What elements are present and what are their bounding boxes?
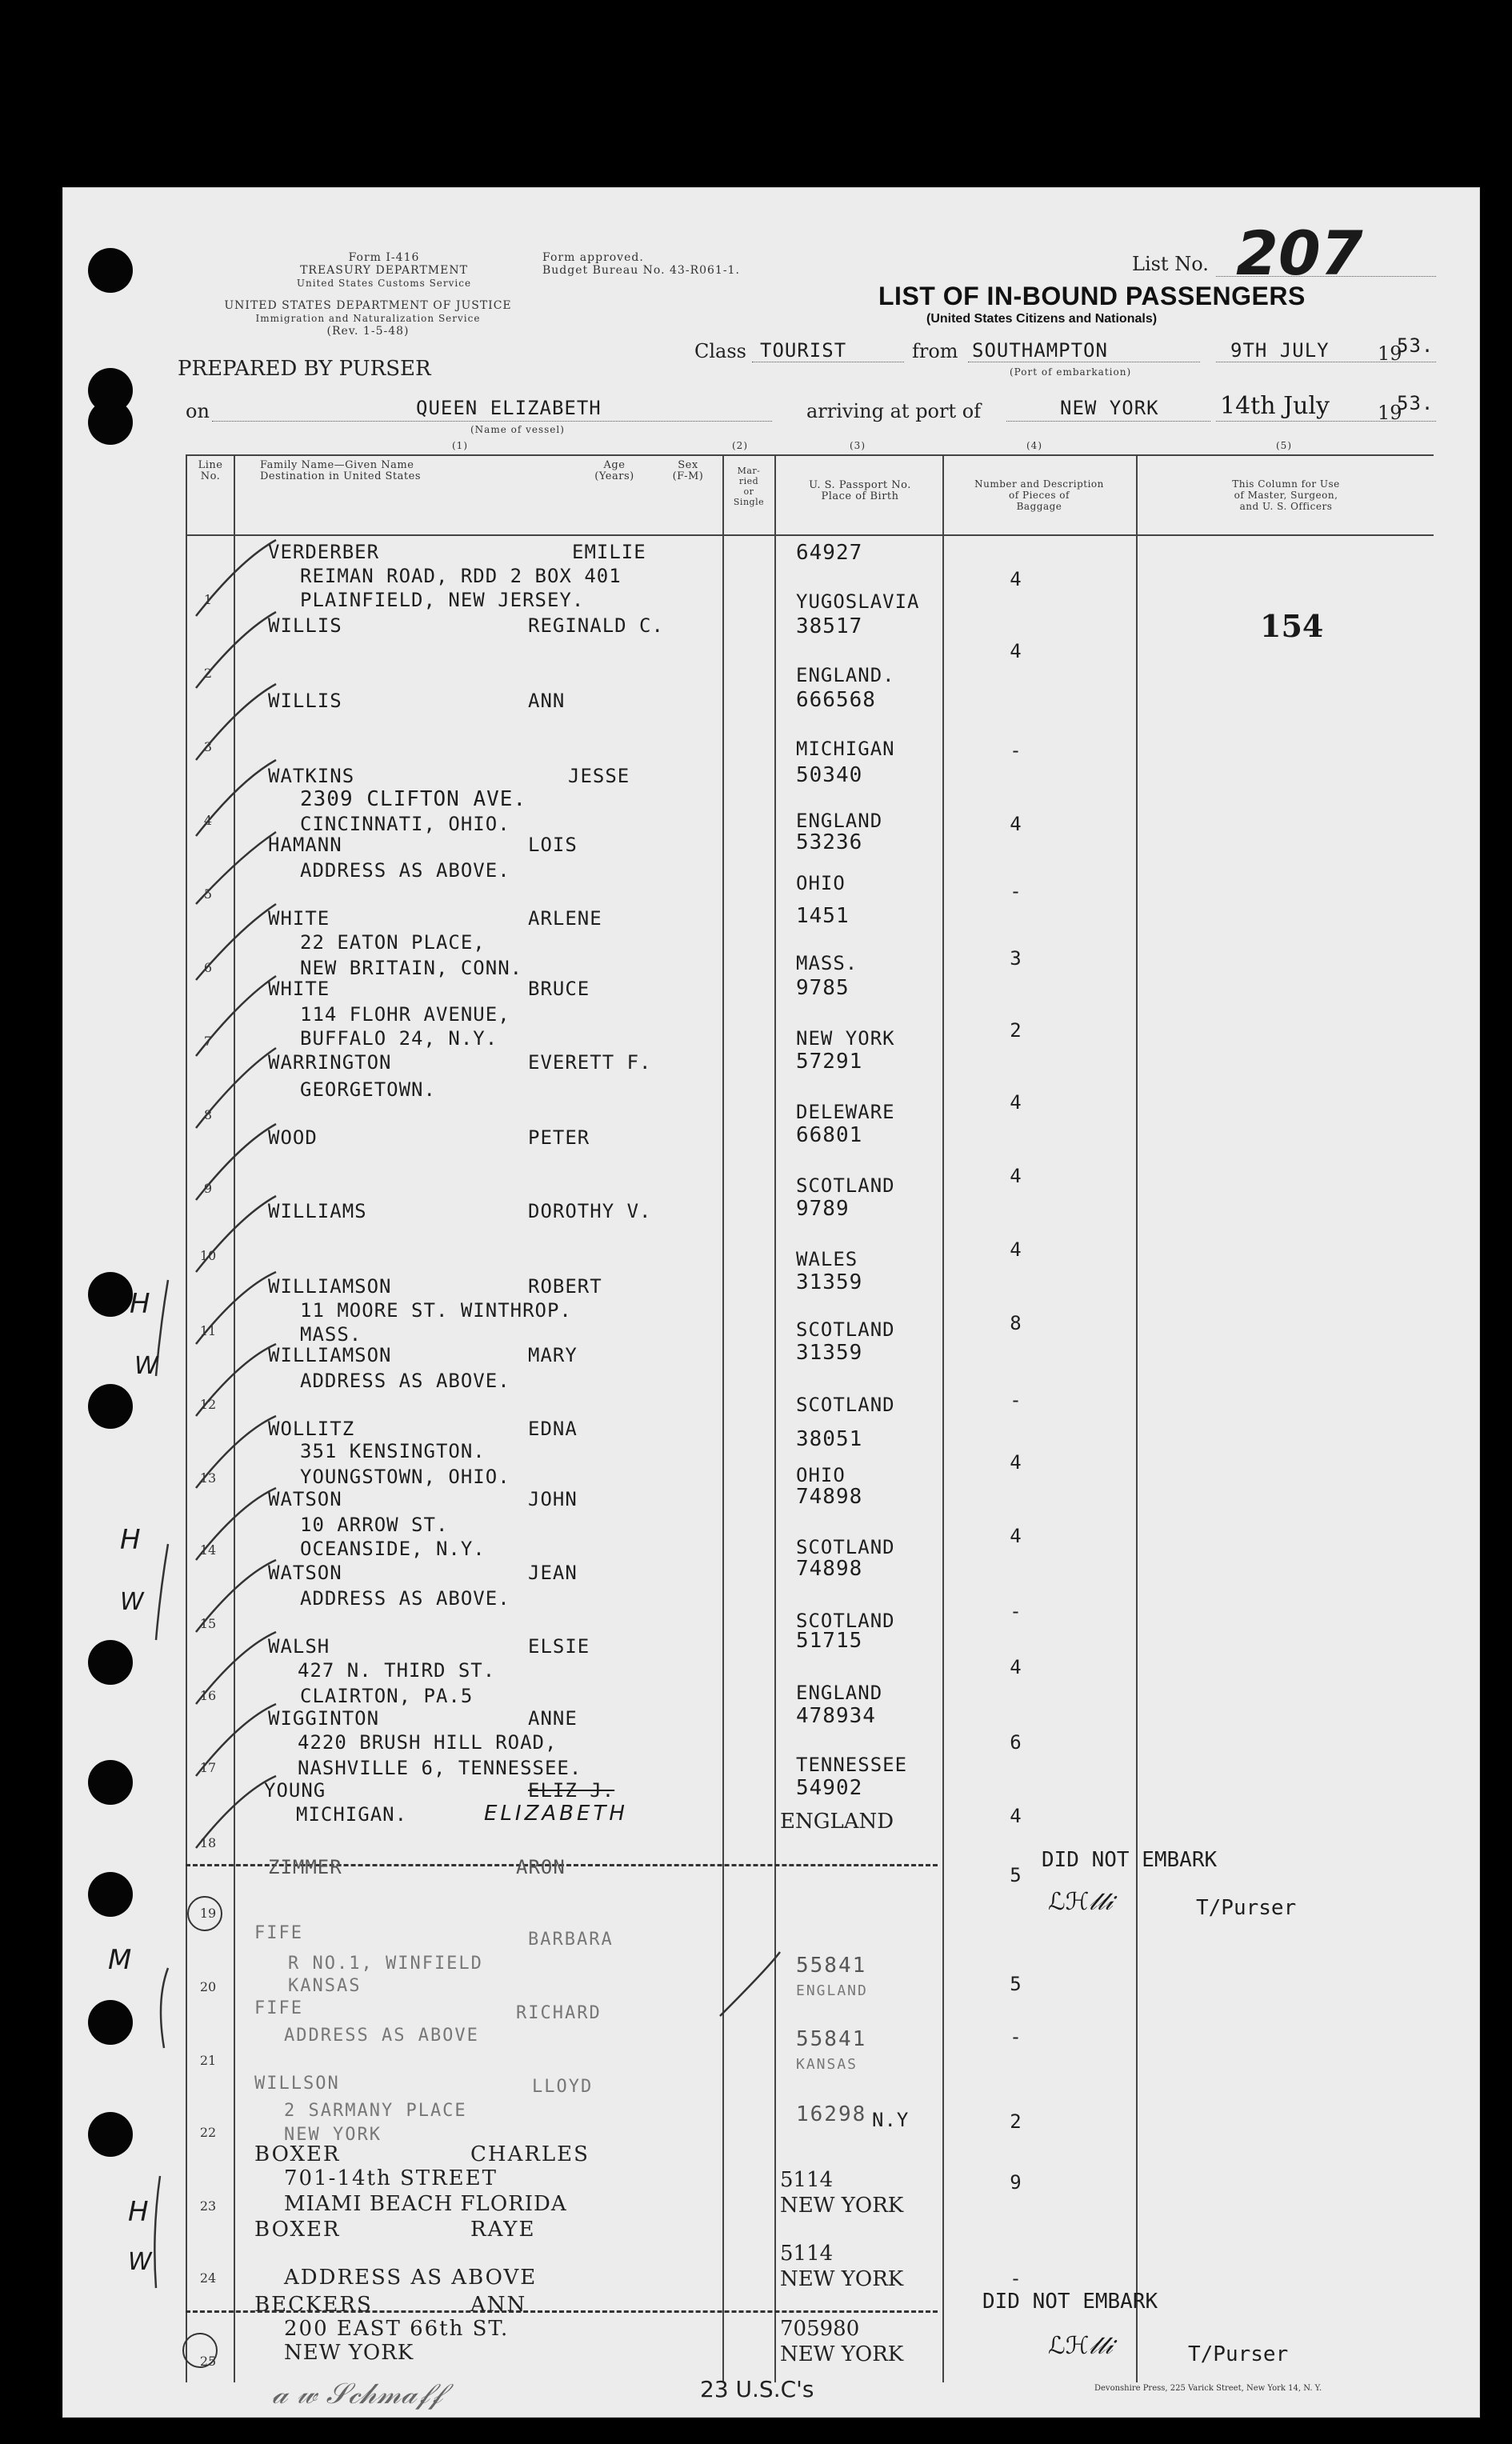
- footer-total: 23 U.S.C's: [700, 2376, 814, 2402]
- baggage-count: 4: [1010, 640, 1022, 662]
- list-no-label: List No.: [1132, 253, 1209, 275]
- baggage-count: 5: [1010, 1973, 1022, 1995]
- address-line: BUFFALO 24, N.Y.: [300, 1027, 498, 1050]
- place-of-birth: DELEWARE: [796, 1101, 895, 1123]
- line-number: 22: [199, 2125, 217, 2140]
- passport-no: 55841: [796, 2027, 867, 2051]
- address-line: NEW BRITAIN, CONN.: [300, 957, 523, 979]
- address-line: YOUNGSTOWN, OHIO.: [300, 1466, 510, 1488]
- baggage-count: -: [1010, 880, 1022, 902]
- class-label: Class: [694, 340, 746, 362]
- address-line: KANSAS: [288, 1976, 362, 1996]
- hdr-sex: Sex (F-M): [672, 459, 704, 482]
- line-number: 2: [203, 666, 213, 681]
- binder-hole: [88, 1640, 133, 1685]
- arrival-date: 14th July: [1220, 392, 1330, 420]
- place-of-birth: NEW YORK: [780, 2194, 904, 2218]
- given-name: LLOYD: [532, 2077, 594, 2097]
- port-underline: [1006, 421, 1210, 422]
- baggage-count: -: [1010, 1600, 1022, 1622]
- line-number: 18: [199, 1835, 217, 1850]
- year2-value: 53.: [1397, 392, 1434, 414]
- place-of-birth: ENGLAND.: [796, 664, 895, 686]
- address-line: MIAMI BEACH FLORIDA: [284, 2192, 567, 2216]
- given-name: JEAN: [528, 1562, 578, 1584]
- passport-no: 705980: [780, 2317, 860, 2341]
- col-rule: [186, 454, 187, 2382]
- baggage-count: -: [1010, 2026, 1022, 2048]
- place-of-birth: KANSAS: [796, 2056, 858, 2073]
- hdr-officers: This Column for Use of Master, Surgeon, and U. S. Officers: [1232, 478, 1340, 512]
- family-name: VERDERBER: [268, 541, 380, 563]
- family-name: WATKINS: [268, 765, 355, 787]
- line-number: 6: [203, 960, 213, 975]
- place-of-birth: ENGLAND: [796, 1982, 868, 1999]
- place-of-birth: TENNESSEE: [796, 1754, 908, 1776]
- arriving-label: arriving at port of: [806, 400, 982, 422]
- address-line: MASS.: [300, 1323, 362, 1346]
- passport-no: 64927: [796, 541, 863, 565]
- col-num-3: (3): [850, 440, 866, 451]
- address-line: 22 EATON PLACE,: [300, 931, 486, 954]
- passport-no: 74898: [796, 1557, 863, 1581]
- address-line: 200 EAST 66th ST.: [284, 2317, 510, 2341]
- baggage-count: 8: [1010, 1312, 1022, 1334]
- footer-signature: 𝒶 𝓌 𝒮𝒸𝒽𝓂𝒶𝒻𝒻: [272, 2378, 443, 2410]
- page-subtitle: (United States Citizens and Nationals): [926, 312, 1158, 326]
- address-line: 427 N. THIRD ST.: [298, 1659, 496, 1682]
- passport-no: 38051: [796, 1427, 863, 1451]
- passport-no: 51715: [796, 1629, 863, 1653]
- line-number: 1: [203, 592, 213, 607]
- address-line: OCEANSIDE, N.Y.: [300, 1538, 486, 1560]
- margin-mark: M: [108, 1944, 132, 1976]
- binder-hole: [88, 248, 133, 293]
- family-name: BECKERS: [254, 2293, 373, 2317]
- binder-hole: [88, 1760, 133, 1805]
- given-name: CHARLES: [470, 2142, 590, 2166]
- address-line: ADDRESS AS ABOVE.: [300, 1587, 510, 1610]
- family-name: WOOD: [268, 1126, 318, 1149]
- place-of-birth: OHIO: [796, 872, 846, 894]
- margin-mark: H: [128, 2196, 149, 2228]
- baggage-count: -: [1010, 739, 1022, 762]
- baggage-count: 2: [1010, 2110, 1022, 2133]
- officer-number: 154: [1260, 608, 1324, 644]
- form-number: Form I-416: [348, 251, 420, 264]
- place-of-birth: ENGLAND: [796, 1682, 883, 1704]
- given-name: BARBARA: [528, 1930, 614, 1950]
- family-name: WILLIAMSON: [268, 1344, 392, 1366]
- address-line: CLAIRTON, PA.5: [300, 1685, 474, 1707]
- line-number: 10: [199, 1248, 217, 1263]
- budget-bureau: Budget Bureau No. 43-R061-1.: [542, 264, 740, 277]
- family-name: WILLIS: [268, 690, 342, 712]
- line-number: 11: [199, 1323, 217, 1338]
- list-no-value: 207: [1236, 218, 1363, 289]
- given-name: PETER: [528, 1126, 590, 1149]
- justice-dept: UNITED STATES DEPARTMENT OF JUSTICE: [224, 299, 512, 312]
- date2-underline: [1216, 421, 1436, 422]
- family-name: WILLIAMS: [268, 1200, 367, 1222]
- address-line: NEW YORK: [284, 2341, 414, 2365]
- address-line: ADDRESS AS ABOVE: [284, 2026, 479, 2046]
- family-name: YOUNG: [264, 1779, 326, 1802]
- place-of-birth: ENGLAND: [796, 810, 883, 832]
- col-num-2: (2): [732, 440, 748, 451]
- not-embarked-note: DID NOT EMBARK: [982, 2290, 1158, 2314]
- col-num-5: (5): [1276, 440, 1292, 451]
- baggage-count: 9: [1010, 2171, 1022, 2194]
- col-num-1: (1): [452, 440, 468, 451]
- passport-no: 31359: [796, 1270, 863, 1294]
- line-number: 16: [199, 1688, 217, 1703]
- baggage-count: 6: [1010, 1731, 1022, 1754]
- family-name: WILLIS: [268, 614, 342, 637]
- address-line: 2309 CLIFTON AVE.: [300, 787, 527, 811]
- line-number: 20: [199, 1979, 217, 1994]
- binder-hole: [88, 1872, 133, 1917]
- passport-no: 38517: [796, 614, 863, 638]
- family-name: BOXER: [254, 2218, 341, 2242]
- given-name: RICHARD: [516, 2003, 602, 2023]
- place-of-birth: NEW YORK: [780, 2267, 904, 2291]
- given-name: EVERETT F.: [528, 1051, 652, 1074]
- baggage-count: 4: [1010, 813, 1022, 835]
- purser-signature: ℒℋ𝓁𝓁𝒾: [1048, 2332, 1113, 2360]
- given-name: LOIS: [528, 834, 578, 856]
- purser-title: T/Purser: [1196, 1896, 1297, 1920]
- given-name-handwritten: ELIZABETH: [484, 1802, 628, 1826]
- on-label: on: [186, 400, 210, 422]
- line-number: 13: [199, 1470, 217, 1486]
- ins-service: Immigration and Naturalization Service: [255, 313, 481, 324]
- passport-no: 5114: [780, 2242, 834, 2266]
- vessel-caption: (Name of vessel): [470, 424, 565, 435]
- col-rule: [234, 454, 235, 2382]
- given-name: ARON: [516, 1856, 566, 1878]
- margin-mark: H: [130, 1288, 150, 1320]
- address-line: 4220 BRUSH HILL ROAD,: [298, 1731, 558, 1754]
- baggage-count: 4: [1010, 1091, 1022, 1114]
- family-name: WHITE: [268, 907, 330, 930]
- family-name: HAMANN: [268, 834, 342, 856]
- hdr-married: Mar- ried or Single: [733, 466, 765, 507]
- year1-prefix: 19: [1378, 342, 1402, 365]
- line-number: 24: [199, 2270, 217, 2286]
- line-number: 3: [203, 739, 213, 754]
- passport-no: 57291: [796, 1050, 863, 1074]
- baggage-count: 4: [1010, 1451, 1022, 1474]
- line-number: 4: [203, 813, 213, 828]
- passport-no: 5114: [780, 2168, 834, 2192]
- place-of-birth: SCOTLAND: [796, 1536, 895, 1558]
- address-line: PLAINFIELD, NEW JERSEY.: [300, 589, 585, 611]
- family-name: WILLSON: [254, 2074, 340, 2094]
- passport-no: 55841: [796, 1954, 867, 1978]
- baggage-count: 4: [1010, 568, 1022, 590]
- given-name: BRUCE: [528, 978, 590, 1000]
- year2-prefix: 19: [1378, 402, 1402, 424]
- col-rule: [722, 454, 724, 2382]
- baggage-count: 4: [1010, 1165, 1022, 1187]
- from-label: from: [912, 340, 958, 362]
- family-name: WATSON: [268, 1562, 342, 1584]
- margin-mark: W: [120, 1588, 144, 1616]
- line-number: 15: [199, 1616, 217, 1631]
- binder-hole: [88, 2112, 133, 2157]
- margin-mark: W: [134, 1352, 158, 1380]
- baggage-count: 5: [1010, 1864, 1022, 1886]
- line-number: 5: [203, 886, 213, 902]
- treasury-dept: TREASURY DEPARTMENT: [300, 264, 468, 277]
- place-of-birth: SCOTLAND: [796, 1610, 895, 1632]
- passport-no: 66801: [796, 1123, 863, 1147]
- binder-hole: [88, 2000, 133, 2045]
- line-number: 19: [199, 1906, 217, 1921]
- passport-no: 54902: [796, 1776, 863, 1800]
- address-line: 114 FLOHR AVENUE,: [300, 1003, 510, 1026]
- given-name: JESSE: [568, 765, 630, 787]
- family-name: WOLLITZ: [268, 1418, 355, 1440]
- passport-no: 16298: [796, 2102, 867, 2126]
- family-name: WALSH: [268, 1635, 330, 1658]
- baggage-count: -: [1010, 1389, 1022, 1411]
- place-of-birth: WALES: [796, 1248, 858, 1270]
- line-number: 12: [199, 1397, 217, 1412]
- address-line: NEW YORK: [284, 2125, 382, 2145]
- place-of-birth: YUGOSLAVIA: [796, 590, 920, 613]
- family-name: BOXER: [254, 2142, 341, 2166]
- line-number: 9: [203, 1181, 213, 1196]
- hdr-age: Age (Years): [594, 459, 634, 482]
- passport-no: 1451: [796, 904, 850, 928]
- passport-no: 50340: [796, 763, 863, 787]
- family-name: WHITE: [268, 978, 330, 1000]
- customs-service: United States Customs Service: [296, 278, 472, 289]
- family-name: WATSON: [268, 1488, 342, 1510]
- line-number: 17: [199, 1760, 217, 1775]
- hdr-baggage: Number and Description of Pieces of Baggage: [974, 478, 1104, 512]
- line-number: 14: [199, 1542, 217, 1558]
- passport-no: 666568: [796, 688, 876, 712]
- family-name: WARRINGTON: [268, 1051, 392, 1074]
- passport-no: 53236: [796, 830, 863, 854]
- port-caption: (Port of embarkation): [1010, 366, 1132, 378]
- address-line: NASHVILLE 6, TENNESSEE.: [298, 1757, 582, 1779]
- address-line: 11 MOORE ST. WINTHROP.: [300, 1299, 572, 1322]
- margin-mark: W: [128, 2248, 152, 2276]
- binder-hole: [88, 1272, 133, 1317]
- address-line: 701-14th STREET: [284, 2166, 498, 2190]
- address-line: ADDRESS AS ABOVE.: [300, 859, 510, 882]
- place-of-birth: SCOTLAND: [796, 1318, 895, 1341]
- family-name: WILLIAMSON: [268, 1275, 392, 1298]
- line-number: 7: [203, 1034, 213, 1049]
- hdr-passport: U. S. Passport No. Place of Birth: [809, 479, 911, 502]
- from-value: SOUTHAMPTON: [972, 339, 1108, 362]
- baggage-count: 4: [1010, 1805, 1022, 1827]
- place-of-birth: NEW YORK: [780, 2342, 904, 2366]
- given-name: JOHN: [528, 1488, 578, 1510]
- year1-value: 53.: [1397, 334, 1434, 357]
- passport-no: 9789: [796, 1197, 850, 1221]
- col-rule: [774, 454, 776, 2382]
- place-of-birth: SCOTLAND: [796, 1174, 895, 1197]
- passport-no: 478934: [796, 1704, 876, 1728]
- line-number: 21: [199, 2053, 217, 2068]
- place-of-birth: NEW YORK: [796, 1027, 895, 1050]
- given-name: ANN: [528, 690, 566, 712]
- address-line: CINCINNATI, OHIO.: [300, 813, 510, 835]
- prepared-by: PREPARED BY PURSER: [178, 357, 431, 381]
- line-number: 25: [199, 2354, 217, 2369]
- table-top-rule: [186, 454, 1434, 456]
- vessel-name: QUEEN ELIZABETH: [416, 397, 602, 419]
- baggage-count: 3: [1010, 947, 1022, 970]
- address-line: ADDRESS AS ABOVE.: [300, 1370, 510, 1392]
- address-line: 10 ARROW ST.: [300, 1514, 449, 1536]
- line-number: 23: [199, 2198, 217, 2214]
- form-approved: Form approved.: [542, 251, 644, 264]
- given-name: ELIZ J.: [528, 1779, 615, 1802]
- place-of-birth: MICHIGAN: [796, 738, 895, 760]
- given-name: ELSIE: [528, 1635, 590, 1658]
- page-title: LIST OF IN-BOUND PASSENGERS: [878, 282, 1306, 310]
- given-name: ARLENE: [528, 907, 602, 930]
- given-name: EMILIE: [572, 541, 646, 563]
- family-name: FIFE: [254, 1923, 303, 1943]
- purser-title: T/Purser: [1188, 2342, 1289, 2366]
- class-value: TOURIST: [760, 339, 847, 362]
- given-name: EDNA: [528, 1418, 578, 1440]
- address-line: ADDRESS AS ABOVE: [284, 2266, 538, 2290]
- hdr-name: Family Name—Given Name Destination in United States: [260, 459, 421, 482]
- place-of-birth: MASS.: [796, 952, 858, 974]
- given-name: ANNE: [528, 1707, 578, 1730]
- address-line: R NO.1, WINFIELD: [288, 1954, 483, 1974]
- address-line: 351 KENSINGTON.: [300, 1440, 486, 1462]
- given-name: RAYE: [470, 2218, 536, 2242]
- baggage-count: 4: [1010, 1656, 1022, 1678]
- not-embarked-note: DID NOT EMBARK: [1042, 1848, 1218, 1872]
- binder-hole: [88, 400, 133, 445]
- given-name: DOROTHY V.: [528, 1200, 652, 1222]
- place-of-birth: SCOTLAND: [796, 1394, 895, 1416]
- revision: (Rev. 1-5-48): [326, 325, 410, 338]
- header-bottom-rule: [186, 534, 1434, 536]
- col-rule: [942, 454, 944, 2382]
- given-name: REGINALD C.: [528, 614, 664, 637]
- arrival-port: NEW YORK: [1060, 397, 1159, 419]
- baggage-count: 4: [1010, 1238, 1022, 1261]
- address-line: GEORGETOWN.: [300, 1078, 436, 1101]
- passport-no: 74898: [796, 1485, 863, 1509]
- family-name: FIFE: [254, 1998, 303, 2018]
- address-line: 2 SARMANY PLACE: [284, 2101, 467, 2121]
- purser-signature: ℒℋ𝓁𝓁𝒾: [1048, 1888, 1113, 1916]
- baggage-count: -: [1010, 2267, 1022, 2290]
- address-line: MICHIGAN.: [296, 1803, 408, 1826]
- baggage-count: 4: [1010, 1525, 1022, 1547]
- given-name: ANN: [470, 2293, 527, 2317]
- family-name: ZIMMER: [268, 1856, 342, 1878]
- binder-hole: [88, 1384, 133, 1429]
- baggage-count: 2: [1010, 1019, 1022, 1042]
- col-num-4: (4): [1026, 440, 1042, 451]
- address-line: REIMAN ROAD, RDD 2 BOX 401: [300, 565, 622, 587]
- hdr-line-no: Line No.: [198, 459, 227, 482]
- printer-imprint: Devonshire Press, 225 Varick Street, New York 14, N. Y.: [1094, 2384, 1322, 2393]
- margin-mark: H: [120, 1524, 141, 1556]
- family-name: WIGGINTON: [268, 1707, 380, 1730]
- given-name: ROBERT: [528, 1275, 602, 1298]
- line-number: 8: [203, 1107, 213, 1122]
- date1-value: 9TH JULY: [1230, 339, 1330, 362]
- given-name: MARY: [528, 1344, 578, 1366]
- passport-no: 31359: [796, 1341, 863, 1365]
- passport-no: 9785: [796, 976, 850, 1000]
- place-of-birth: ENGLAND: [780, 1810, 894, 1834]
- col-rule: [1136, 454, 1138, 2382]
- place-of-birth: N.Y: [872, 2109, 910, 2131]
- vessel-underline: [212, 421, 772, 422]
- place-of-birth: OHIO: [796, 1464, 846, 1486]
